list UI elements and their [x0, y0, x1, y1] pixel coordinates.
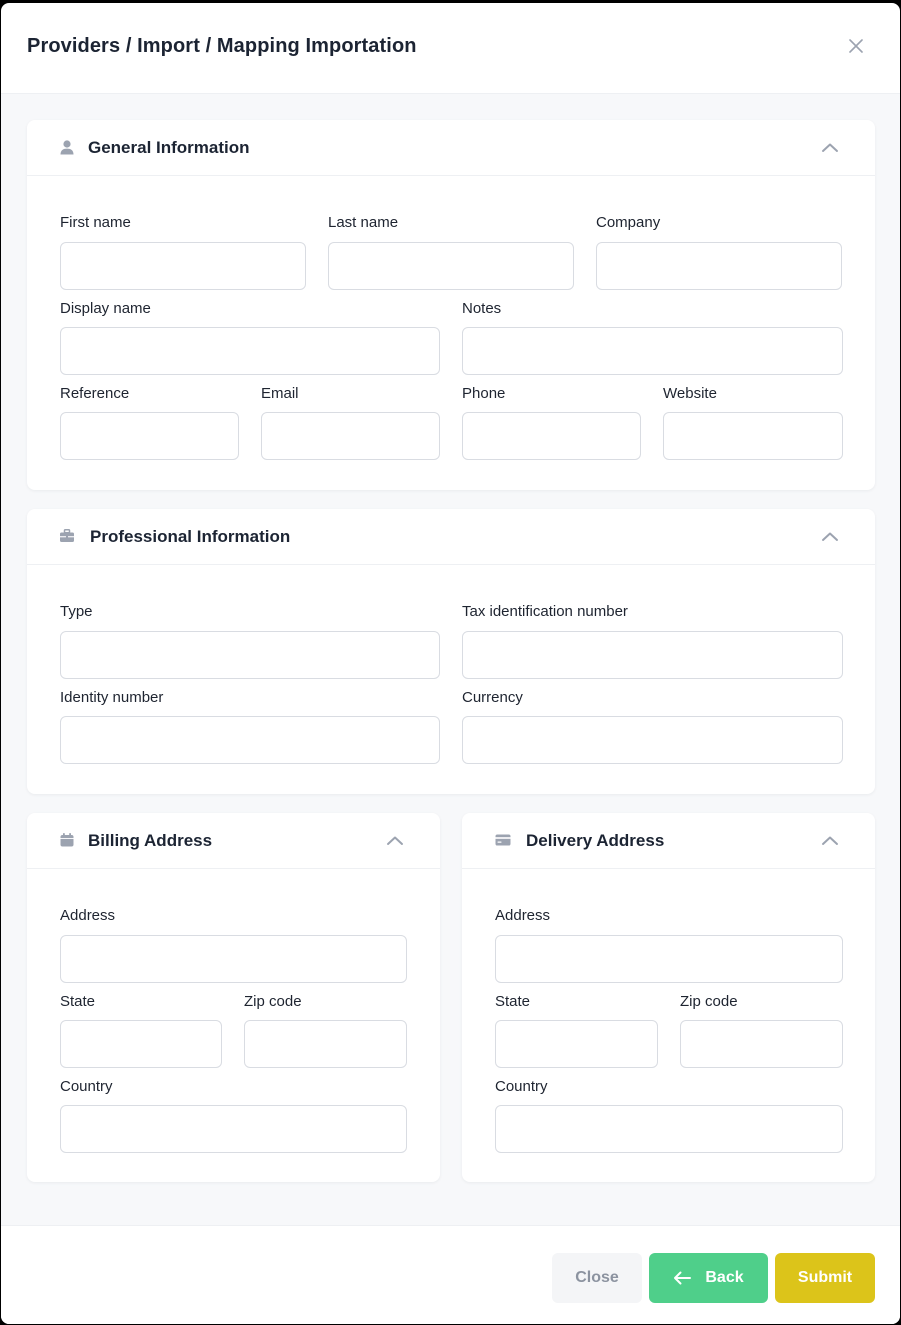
modal-title: Providers / Import / Mapping Importation	[27, 35, 417, 57]
arrow-left-icon	[673, 1271, 691, 1285]
general-information-header[interactable]	[27, 120, 875, 176]
type-label: Type	[60, 603, 93, 620]
chevron-up-icon[interactable]	[385, 831, 405, 851]
modal-footer	[1, 1225, 900, 1324]
chevron-up-icon[interactable]	[820, 138, 840, 158]
mapping-importation-modal	[1, 3, 900, 1324]
identity-number-input[interactable]	[60, 716, 440, 764]
delivery-country-label: Country	[495, 1078, 548, 1095]
billing-address-header[interactable]	[27, 813, 440, 869]
type-input[interactable]	[60, 631, 440, 679]
website-label: Website	[663, 385, 717, 402]
submit-button[interactable]: Submit	[775, 1253, 875, 1303]
back-button[interactable]	[649, 1253, 768, 1303]
display-name-label: Display name	[60, 300, 151, 317]
delivery-address-title: Delivery Address	[526, 831, 665, 850]
website-input[interactable]	[663, 412, 843, 460]
professional-information-title: Professional Information	[90, 527, 291, 546]
delivery-address-card	[462, 813, 875, 1182]
first-name-label: First name	[60, 214, 131, 231]
billing-zip-label: Zip code	[244, 993, 302, 1010]
chevron-up-icon[interactable]	[820, 831, 840, 851]
delivery-state-label: State	[495, 993, 531, 1010]
delivery-zip-label: Zip code	[680, 993, 738, 1010]
billing-address-input[interactable]	[60, 935, 407, 983]
billing-state-input[interactable]	[60, 1020, 222, 1068]
currency-input[interactable]	[462, 716, 843, 764]
user-icon	[59, 139, 75, 155]
credit-card-icon	[495, 832, 511, 848]
modal-body	[1, 94, 900, 1225]
billing-address-label: Address	[60, 907, 116, 924]
email-label: Email	[261, 385, 299, 402]
delivery-country-input[interactable]	[495, 1105, 843, 1153]
general-information-title: General Information	[88, 138, 250, 157]
first-name-input[interactable]	[60, 242, 306, 290]
notes-input[interactable]	[462, 327, 843, 375]
billing-zip-input[interactable]	[244, 1020, 407, 1068]
modal-header	[1, 3, 900, 94]
delivery-state-input[interactable]	[495, 1020, 658, 1068]
phone-label: Phone	[462, 385, 506, 402]
professional-information-header[interactable]	[27, 509, 875, 565]
close-button[interactable]: Close	[552, 1253, 642, 1303]
delivery-address-label: Address	[495, 907, 551, 924]
delivery-zip-input[interactable]	[680, 1020, 843, 1068]
billing-state-label: State	[60, 993, 96, 1010]
professional-information-card	[27, 509, 875, 794]
last-name-label: Last name	[328, 214, 399, 231]
identity-number-label: Identity number	[60, 689, 164, 706]
company-input[interactable]	[596, 242, 842, 290]
company-label: Company	[596, 214, 661, 231]
delivery-address-input[interactable]	[495, 935, 843, 983]
email-input[interactable]	[261, 412, 440, 460]
phone-input[interactable]	[462, 412, 641, 460]
display-name-input[interactable]	[60, 327, 440, 375]
tax-id-label: Tax identification number	[462, 603, 628, 620]
billing-address-title: Billing Address	[88, 831, 213, 850]
general-information-card	[27, 120, 875, 490]
notes-label: Notes	[462, 300, 502, 317]
currency-label: Currency	[462, 689, 523, 706]
back-button-label: Back	[705, 1269, 744, 1286]
tax-id-input[interactable]	[462, 631, 843, 679]
calendar-icon	[59, 832, 75, 848]
billing-country-input[interactable]	[60, 1105, 407, 1153]
reference-input[interactable]	[60, 412, 239, 460]
billing-address-card	[27, 813, 440, 1182]
chevron-up-icon[interactable]	[820, 527, 840, 547]
close-icon[interactable]	[846, 36, 866, 56]
delivery-address-header[interactable]	[462, 813, 875, 869]
last-name-input[interactable]	[328, 242, 574, 290]
briefcase-icon	[59, 528, 75, 544]
billing-country-label: Country	[60, 1078, 113, 1095]
reference-label: Reference	[60, 385, 130, 402]
